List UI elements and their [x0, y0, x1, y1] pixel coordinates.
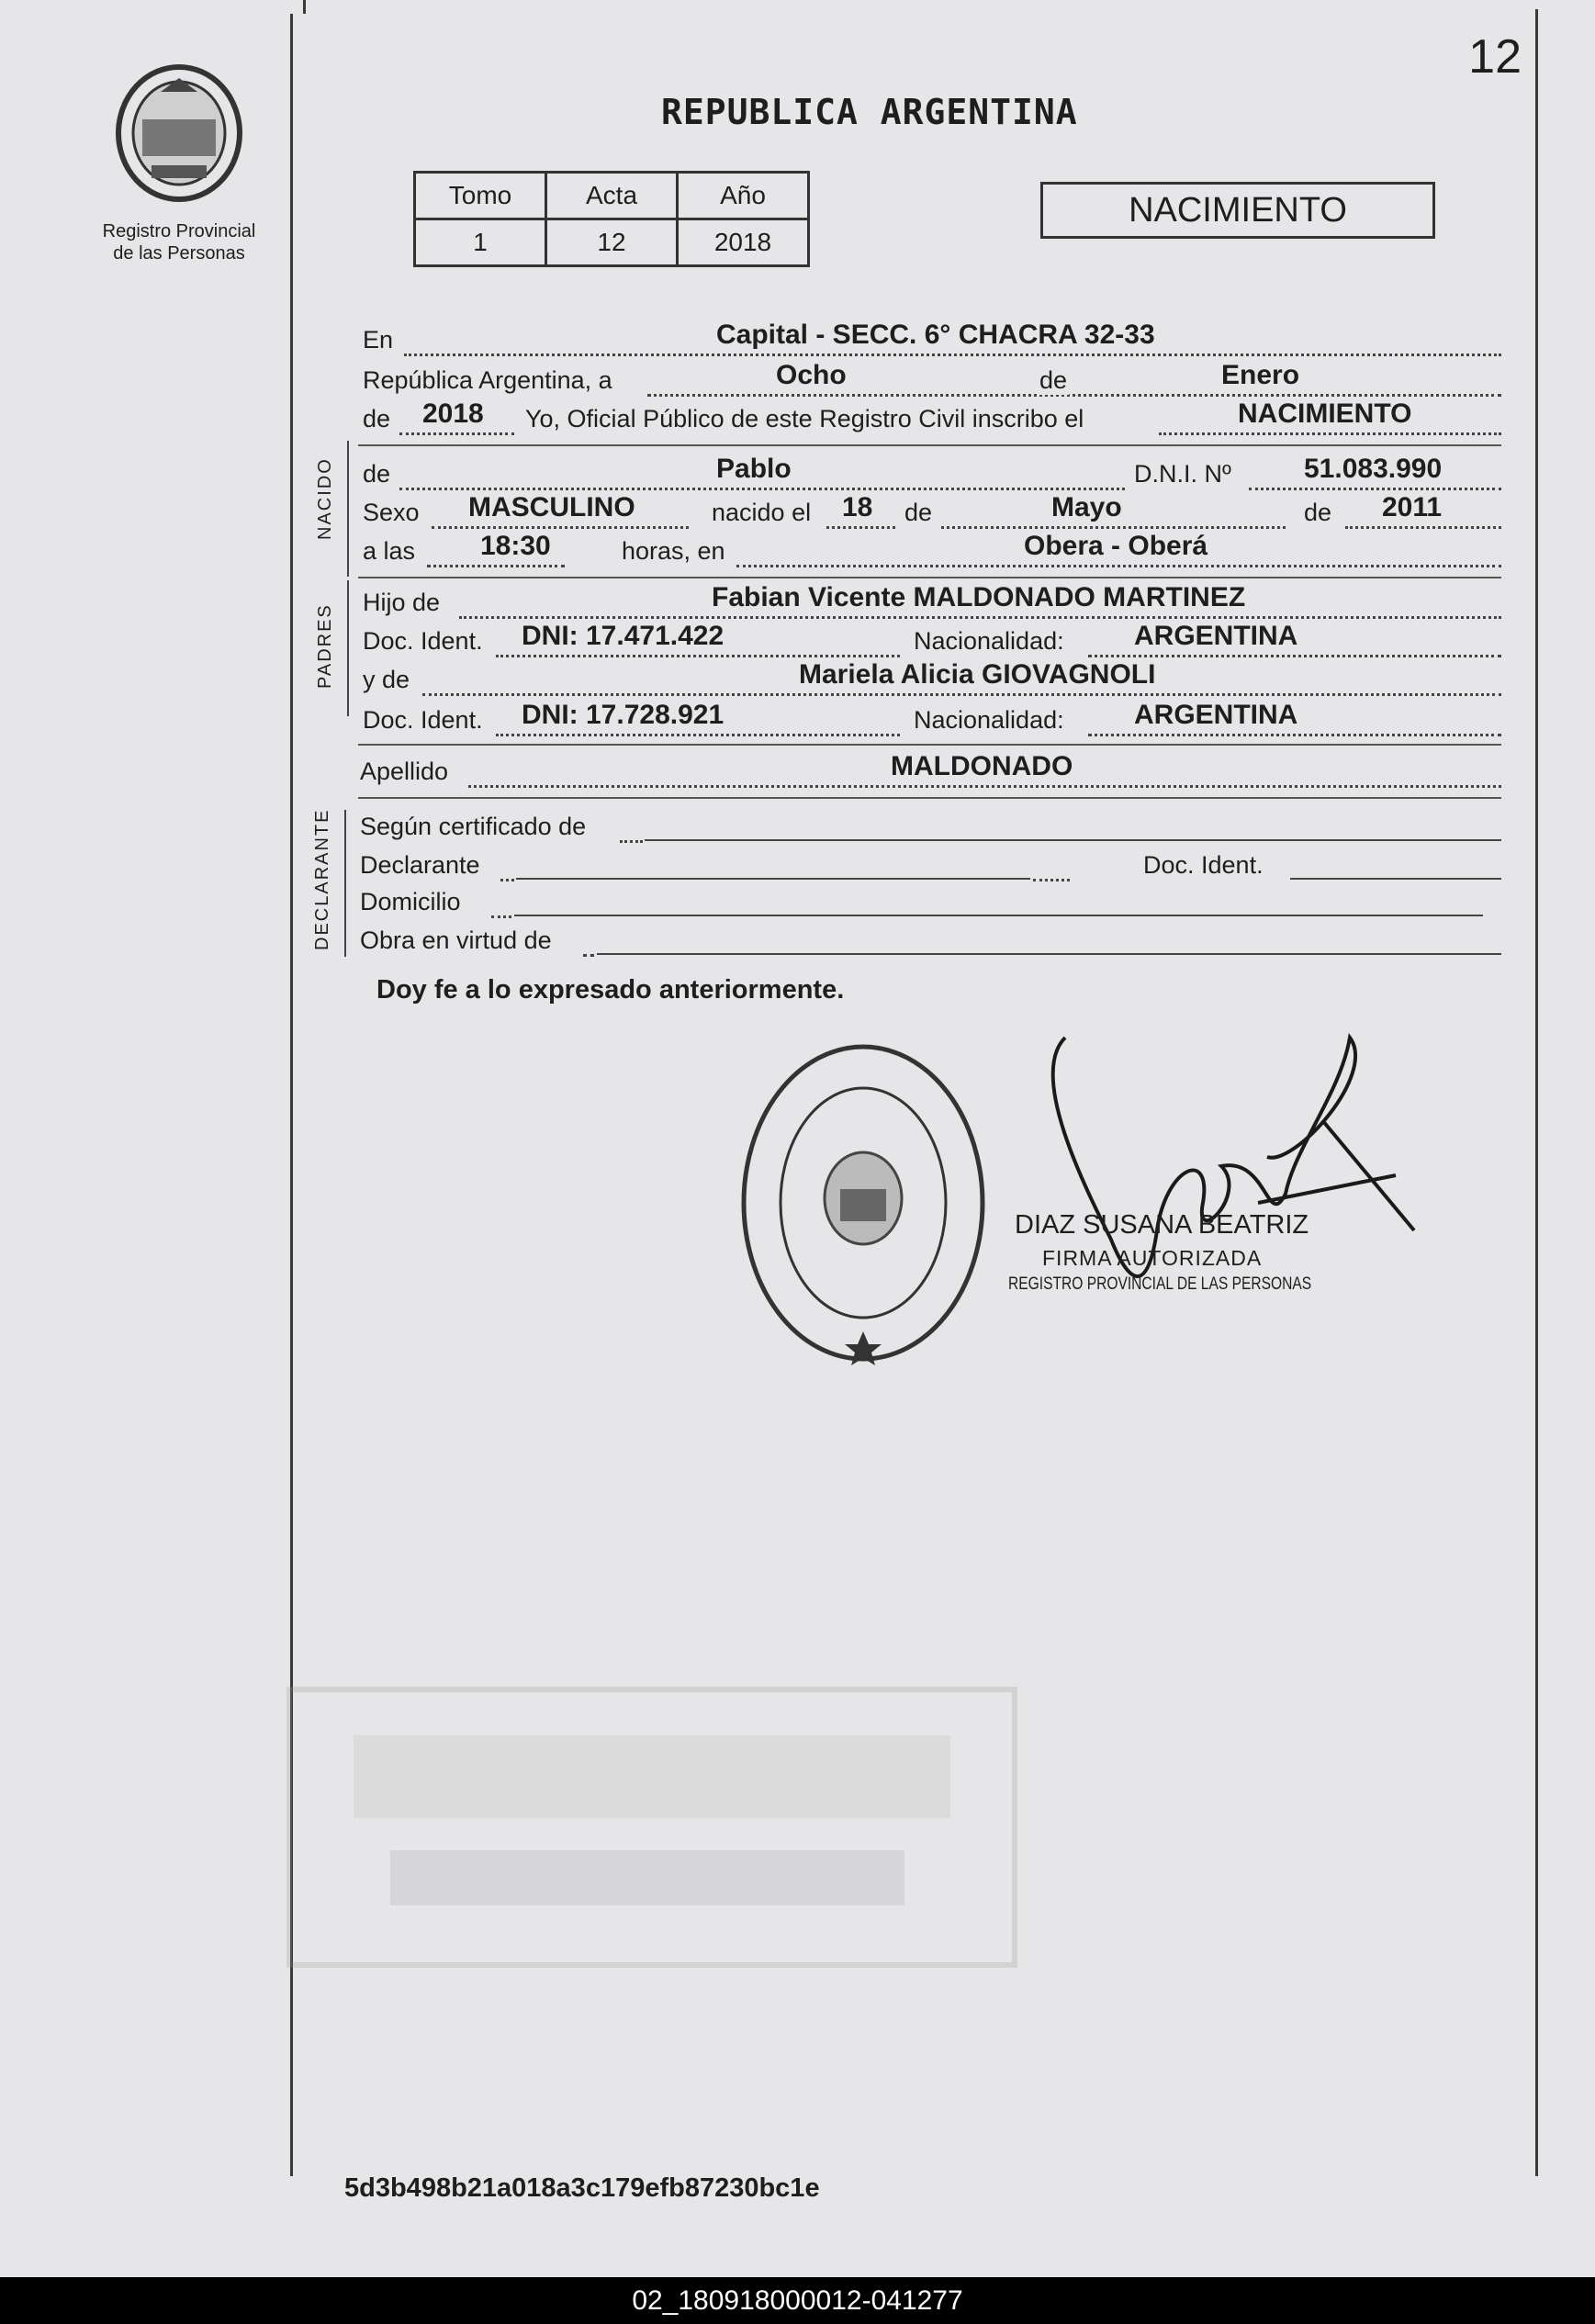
madre-value: Mariela Alicia GIOVAGNOLI [799, 659, 1156, 690]
tipo-value: NACIMIENTO [1238, 399, 1412, 429]
dni-value: 51.083.990 [1304, 454, 1443, 484]
row-padre-doc: Doc. Ident. DNI: 17.471.422 Nacionalidad: ARGENTINA [358, 623, 1501, 659]
province-seal-logo [106, 55, 253, 211]
signatory-role: FIRMA AUTORIZADA [1042, 1246, 1263, 1270]
row-domicilio: Domicilio [358, 883, 1501, 920]
signatory-org: REGISTRO PROVINCIAL DE LAS PERSONAS [1008, 1274, 1312, 1294]
hora-value: 18:30 [480, 531, 551, 561]
record-table [413, 171, 810, 267]
apellido-value: MALDONADO [891, 751, 1073, 781]
padre-doc-value: DNI: 17.471.422 [522, 621, 724, 651]
document-title: REPUBLICA ARGENTINA [661, 92, 1078, 132]
bleed-through-watermark [280, 1680, 1024, 1974]
anio-value: 2018 [422, 399, 484, 429]
madre-doc-value: DNI: 17.728.921 [522, 700, 724, 730]
right-margin-line [1535, 9, 1538, 2176]
header-anio: Año [678, 173, 809, 219]
mes-nacimiento: Mayo [1051, 492, 1122, 522]
value-anio: 2018 [678, 219, 809, 266]
value-tomo: 1 [415, 219, 546, 266]
row-sexo: Sexo MASCULINO nacido el 18 de Mayo de 2011 [358, 494, 1501, 531]
document-hash: 5d3b498b21a018a3c179efb87230bc1e [344, 2173, 820, 2203]
header-acta: Acta [546, 173, 678, 219]
padre-nac-value: ARGENTINA [1134, 621, 1298, 651]
row-madre-doc: Doc. Ident. DNI: 17.728.921 Nacionalidad: ARGENTINA [358, 702, 1501, 738]
row-padre: Hijo de Fabian Vicente MALDONADO MARTINEZ [358, 584, 1501, 621]
dia-nacimiento: 18 [842, 492, 873, 522]
value-acta: 12 [546, 219, 678, 266]
section-nacido: NACIDO [315, 457, 335, 540]
section-padres: PADRES [315, 603, 335, 689]
org-name: Registro Provincial de las Personas [102, 221, 256, 264]
row-madre: y de Mariela Alicia GIOVAGNOLI [358, 661, 1501, 698]
left-margin-line [303, 0, 306, 14]
lugar-nacimiento: Obera - Oberá [1024, 531, 1208, 561]
header-tomo: Tomo [415, 173, 546, 219]
nombre-value: Pablo [716, 454, 792, 484]
row-fecha: República Argentina, a Ocho de Enero [358, 362, 1501, 399]
row-en: En Capital - SECC. 6° CHACRA 32-33 [358, 321, 1501, 358]
official-stamp [735, 1038, 992, 1368]
lugar-value: Capital - SECC. 6° CHACRA 32-33 [716, 320, 1155, 350]
closing-statement: Doy fe a lo expresado anteriormente. [376, 975, 845, 1005]
row-obra: Obra en virtud de [358, 922, 1501, 959]
dia-value: Ocho [776, 360, 847, 390]
row-declarante: Declarante Doc. Ident. [358, 847, 1501, 883]
mes-value: Enero [1221, 360, 1300, 390]
padre-value: Fabian Vicente MALDONADO MARTINEZ [712, 582, 1246, 612]
anio-nacimiento: 2011 [1382, 492, 1443, 522]
file-footer: 02_180918000012-041277 [0, 2277, 1595, 2324]
record-type-box: NACIMIENTO [1040, 182, 1435, 239]
row-apellido: Apellido MALDONADO [358, 753, 1501, 790]
page-number: 12 [1468, 30, 1522, 84]
sexo-value: MASCULINO [468, 492, 635, 522]
madre-nac-value: ARGENTINA [1134, 700, 1298, 730]
row-nombre: de Pablo D.N.I. Nº 51.083.990 [358, 455, 1501, 492]
row-hora: a las 18:30 horas, en Obera - Oberá [358, 533, 1501, 569]
row-anio: de 2018 Yo, Oficial Público de este Registro Civil inscribo el NACIMIENTO [358, 400, 1501, 437]
section-declarante: DECLARANTE [312, 808, 332, 950]
signatory-name: DIAZ SUSANA BEATRIZ [1015, 1210, 1309, 1240]
row-certificado: Según certificado de [358, 808, 1501, 845]
